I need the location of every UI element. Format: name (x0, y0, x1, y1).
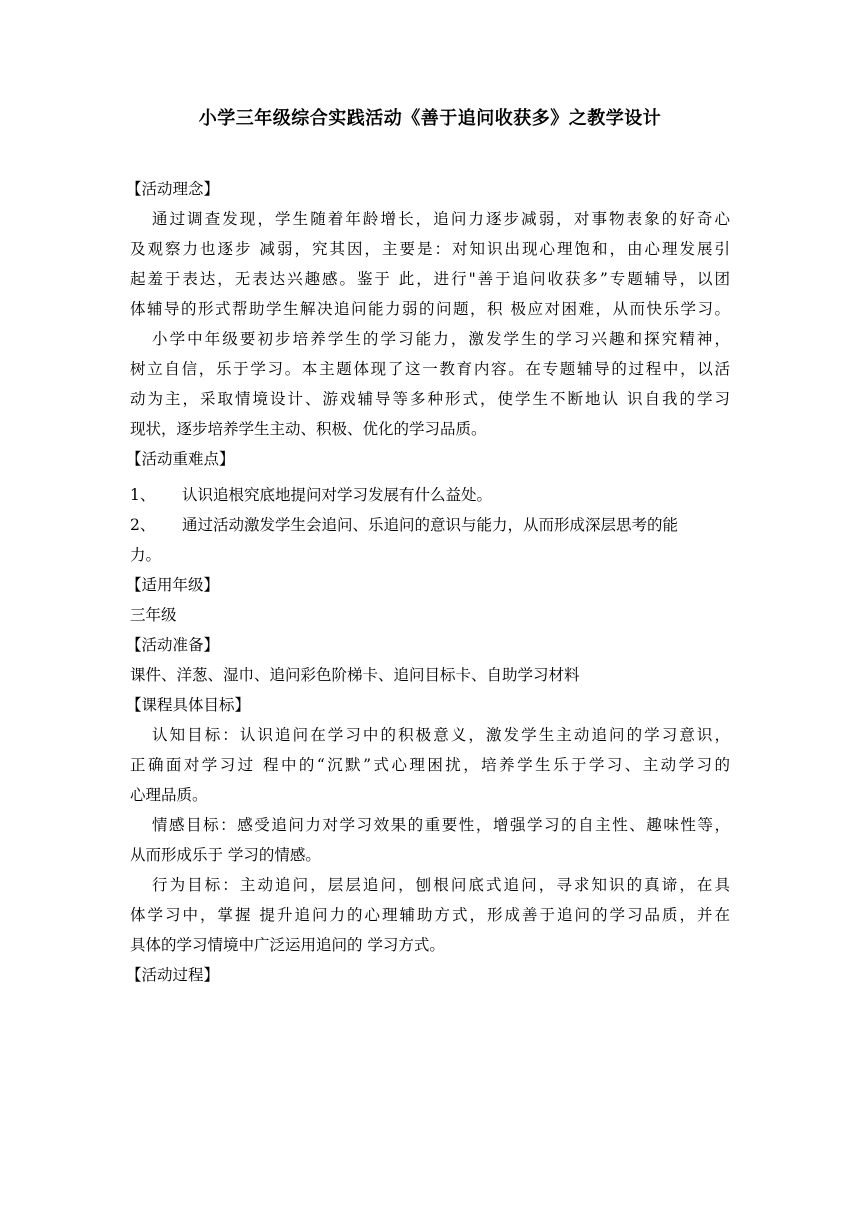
paragraph-line: 现状，逐步培养学生主动、积极、优化的学习品质。 (130, 420, 487, 438)
grade-text: 三年级 (130, 606, 177, 624)
paragraph-line: 从而形成乐于 学习的情感。 (130, 846, 321, 864)
paragraph-line: 认知目标：认识追问在学习中的积极意义，激发学生主动追问的学习意识， (152, 726, 730, 744)
list-item (130, 510, 730, 540)
paragraph-line: 心理品质。 (130, 786, 208, 804)
section-heading-goals: 【课程具体目标】 (126, 696, 251, 714)
document-title: 小学三年级综合实践活动《善于追问收获多》之教学设计 (198, 108, 662, 129)
prep-text: 课件、洋葱、湿巾、追问彩色阶梯卡、追问目标卡、自助学习材料 (130, 666, 580, 684)
list-item (130, 480, 730, 510)
paragraph-line: 动为主，采取情境设计、游戏辅导等多种形式，使学生不断地认 识自我的学习 (130, 390, 730, 408)
section-heading-grade: 【适用年级】 (126, 576, 220, 594)
section-heading-key-points: 【活动重难点】 (126, 450, 235, 468)
paragraph-line: 小学中年级要初步培养学生的学习能力，激发学生的学习兴趣和探究精神， (152, 330, 730, 348)
list-item-text: 认识追根究底地提问对学习发展有什么益处。 (182, 486, 493, 504)
paragraph-line: 具体的学习情境中广泛运用追问的 学习方式。 (130, 936, 445, 954)
list-item-number: 1、 (130, 486, 156, 504)
paragraph-line: 起羞于表达，无表达兴趣感。鉴于 此，进行"善于追问收获多”专题辅导，以团 (130, 270, 730, 288)
document-body (126, 174, 730, 990)
paragraph-line: 正确面对学习过 程中的“沉默”式心理困扰，培养学生乐于学习、主动学习的 (130, 756, 730, 774)
list-item-number: 2、 (130, 516, 156, 534)
paragraph-line: 及观察力也逐步 减弱，究其因，主要是：对知识出现心理饱和，由心理发展引 (130, 240, 730, 258)
list-item-continuation: 力。 (130, 546, 162, 564)
paragraph-line: 体辅导的形式帮助学生解决追问能力弱的问题，积 极应对困难，从而快乐学习。 (130, 300, 730, 318)
section-heading-prep: 【活动准备】 (126, 636, 220, 654)
paragraph-line: 情感目标：感受追问力对学习效果的重要性，增强学习的自主性、趣味性等， (152, 816, 730, 834)
section-heading-concept: 【活动理念】 (126, 180, 220, 198)
section-heading-process: 【活动过程】 (126, 966, 220, 984)
list-item-text: 通过活动激发学生会追问、乐追问的意识与能力，从而形成深层思考的能 (182, 516, 679, 534)
paragraph-line: 通过调查发现，学生随着年龄增长，追问力逐步减弱，对事物表象的好奇心 (152, 210, 730, 228)
paragraph-line: 树立自信，乐于学习。本主题体现了这一教育内容。在专题辅导的过程中，以活 (130, 360, 730, 378)
paragraph-line: 行为目标：主动追问，层层追问，刨根问底式追问，寻求知识的真谛，在具 (152, 876, 730, 894)
paragraph-line: 体学习中，掌握 提升追问力的心理辅助方式，形成善于追问的学习品质，并在 (130, 906, 730, 924)
